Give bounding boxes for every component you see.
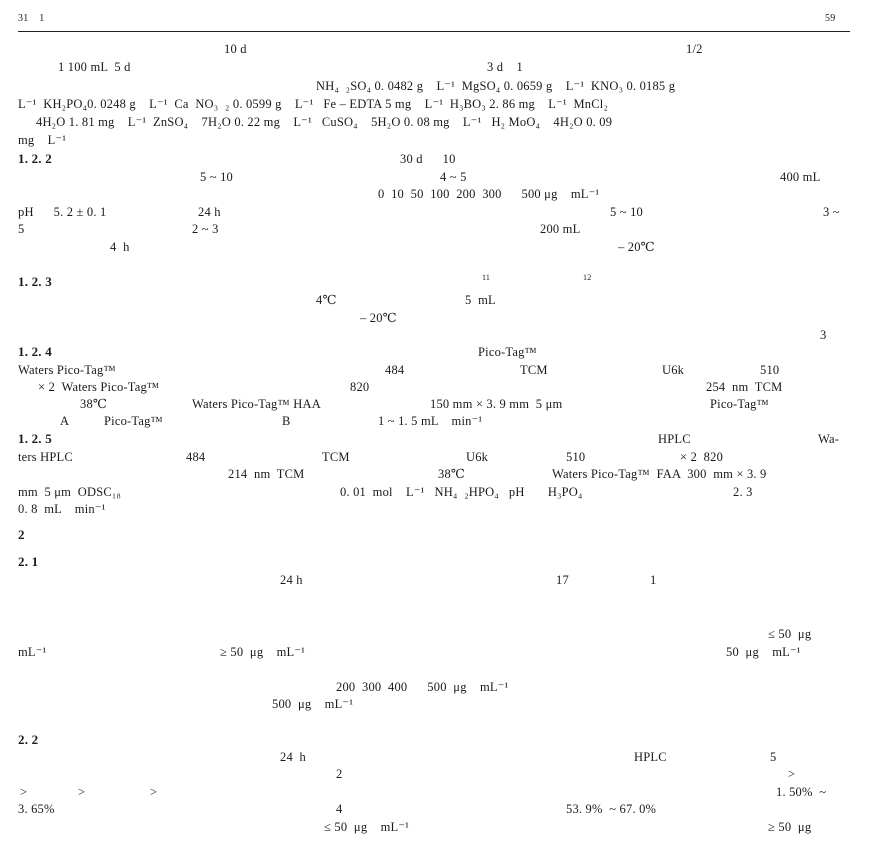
text-line: 5 ~ 10 [610,205,643,219]
section-heading: 1. 2. 4 [18,344,52,359]
text-line: 2 ~ 3 [192,222,219,236]
section-heading: 2 [18,527,25,542]
text-line: 1 100 mL 5 d [58,60,131,74]
text-line: 200 300 400 500 μg mL⁻¹ [336,680,509,694]
text-line: 1/2 [686,42,703,56]
text-line: × 2 820 [680,450,724,464]
text-line: 484 [385,363,405,377]
text-line: 510 [566,450,586,464]
text-line: Wa- [818,432,840,446]
text-line: TCM [520,363,548,377]
text-line: 200 mL [540,222,581,236]
text-line: 0. 8 mL min⁻¹ [18,502,106,516]
text-line: mm 5 μm ODSC₁₈ [18,485,122,499]
text-line: – 20℃ [618,240,655,254]
page-number: 59 [825,13,836,24]
text-line: × 2 Waters Pico-Tag™ [38,380,160,394]
text-line: 4 ~ 5 [440,170,467,184]
text-line: 150 mm × 3. 9 mm 5 μm [430,397,563,411]
reference-mark: 11 [482,273,491,282]
text-line: A [60,414,70,428]
text-line: B [282,414,291,428]
text-line: > [788,767,796,781]
text-line: pH 5. 2 ± 0. 1 [18,205,107,219]
text-line: 1 ~ 1. 5 mL min⁻¹ [378,414,483,428]
text-line: Waters Pico-Tag™ HAA [192,397,321,411]
text-line: ≤ 50 μg mL⁻¹ [324,820,410,834]
text-line: 3 [820,328,827,342]
text-line: 10 d [224,42,247,56]
text-line: NH₄ ₂SO₄ 0. 0482 g L⁻¹ MgSO₄ 0. 0659 g L⁻¹ KNO₃ 0. 0185 g [316,79,676,93]
text-line: 38℃ [438,467,466,481]
section-heading: 1. 2. 3 [18,274,52,289]
text-line: HPLC [634,750,667,764]
text-line: 820 [350,380,370,394]
text-line: 3. 65% [18,802,55,816]
text-line: Pico-Tag™ [710,397,769,411]
text-line: 5 [770,750,777,764]
text-line: 1 [650,573,657,587]
text-line: 254 nm TCM [706,380,783,394]
text-line: Pico-Tag™ [478,345,537,359]
text-line: mL⁻¹ [18,645,47,659]
text-line: 1. 50% ~ [776,785,827,799]
text-line: 50 μg mL⁻¹ [726,645,801,659]
text-line: 4 [336,802,343,816]
text-line: U6k [466,450,489,464]
section-heading: 1. 2. 5 [18,431,52,446]
text-line: TCM [322,450,350,464]
section-heading: 2. 1 [18,554,39,569]
text-line: 5 mL [465,293,496,307]
text-line: 0. 01 mol L⁻¹ NH₄ ₂HPO₄ pH H₃PO₄ [340,485,583,499]
text-line: Pico-Tag™ [104,414,163,428]
text-line: 30 d 10 [400,152,456,166]
text-line: 53. 9% ~ 67. 0% [566,802,657,816]
text-line: 484 [186,450,206,464]
running-header-left: 31 1 [18,13,45,24]
text-line: 24 h [280,573,303,587]
text-line: 0 10 50 100 200 300 500 μg mL⁻¹ [378,187,600,201]
text-line: mg L⁻¹ [18,133,67,147]
text-line: U6k [662,363,685,377]
text-line: Waters Pico-Tag™ [18,363,116,377]
header-rule [18,31,850,32]
text-line: > [78,785,86,799]
text-line: 4H₂O 1. 81 mg L⁻¹ ZnSO₄ 7H₂O 0. 22 mg L⁻¹ CuSO₄ 5H₂O 0. 08 mg L⁻¹ H₂ MoO₄ 4H₂O 0. 09 [36,115,613,129]
text-line: – 20℃ [360,311,397,325]
text-line: 5 [18,222,25,236]
text-line: 214 nm TCM [228,467,305,481]
text-line: ≥ 50 μg mL⁻¹ [220,645,306,659]
text-line: ≥ 50 μg [768,820,812,834]
text-line: 3 d 1 [487,60,523,74]
text-line: 4℃ [316,293,337,307]
text-line: 17 [556,573,569,587]
text-line: HPLC [658,432,691,446]
text-line: 500 μg mL⁻¹ [272,697,354,711]
text-line: 2. 3 [733,485,753,499]
text-line: L⁻¹ KH₂PO₄0. 0248 g L⁻¹ Ca NO₃ ₂ 0. 0599 g L⁻¹ Fe – EDTA 5 mg L⁻¹ H₃BO₃ 2. 86 mg L⁻¹ MnCl₂ [18,97,609,111]
section-heading: 2. 2 [18,732,39,747]
text-line: 510 [760,363,780,377]
text-line: ters HPLC [18,450,73,464]
text-line: 24 h [280,750,306,764]
text-line: 4 h [110,240,130,254]
text-line: 5 ~ 10 [200,170,233,184]
section-heading: 1. 2. 2 [18,151,52,166]
text-line: 400 mL [780,170,821,184]
text-line: 38℃ [80,397,108,411]
reference-mark: 12 [583,273,592,282]
text-line: > [20,785,28,799]
text-line: > [150,785,158,799]
text-line: 2 [336,767,343,781]
text-line: 24 h [198,205,221,219]
text-line: ≤ 50 μg [768,627,812,641]
text-line: 3 ~ [823,205,840,219]
text-line: Waters Pico-Tag™ FAA 300 mm × 3. 9 [552,467,767,481]
